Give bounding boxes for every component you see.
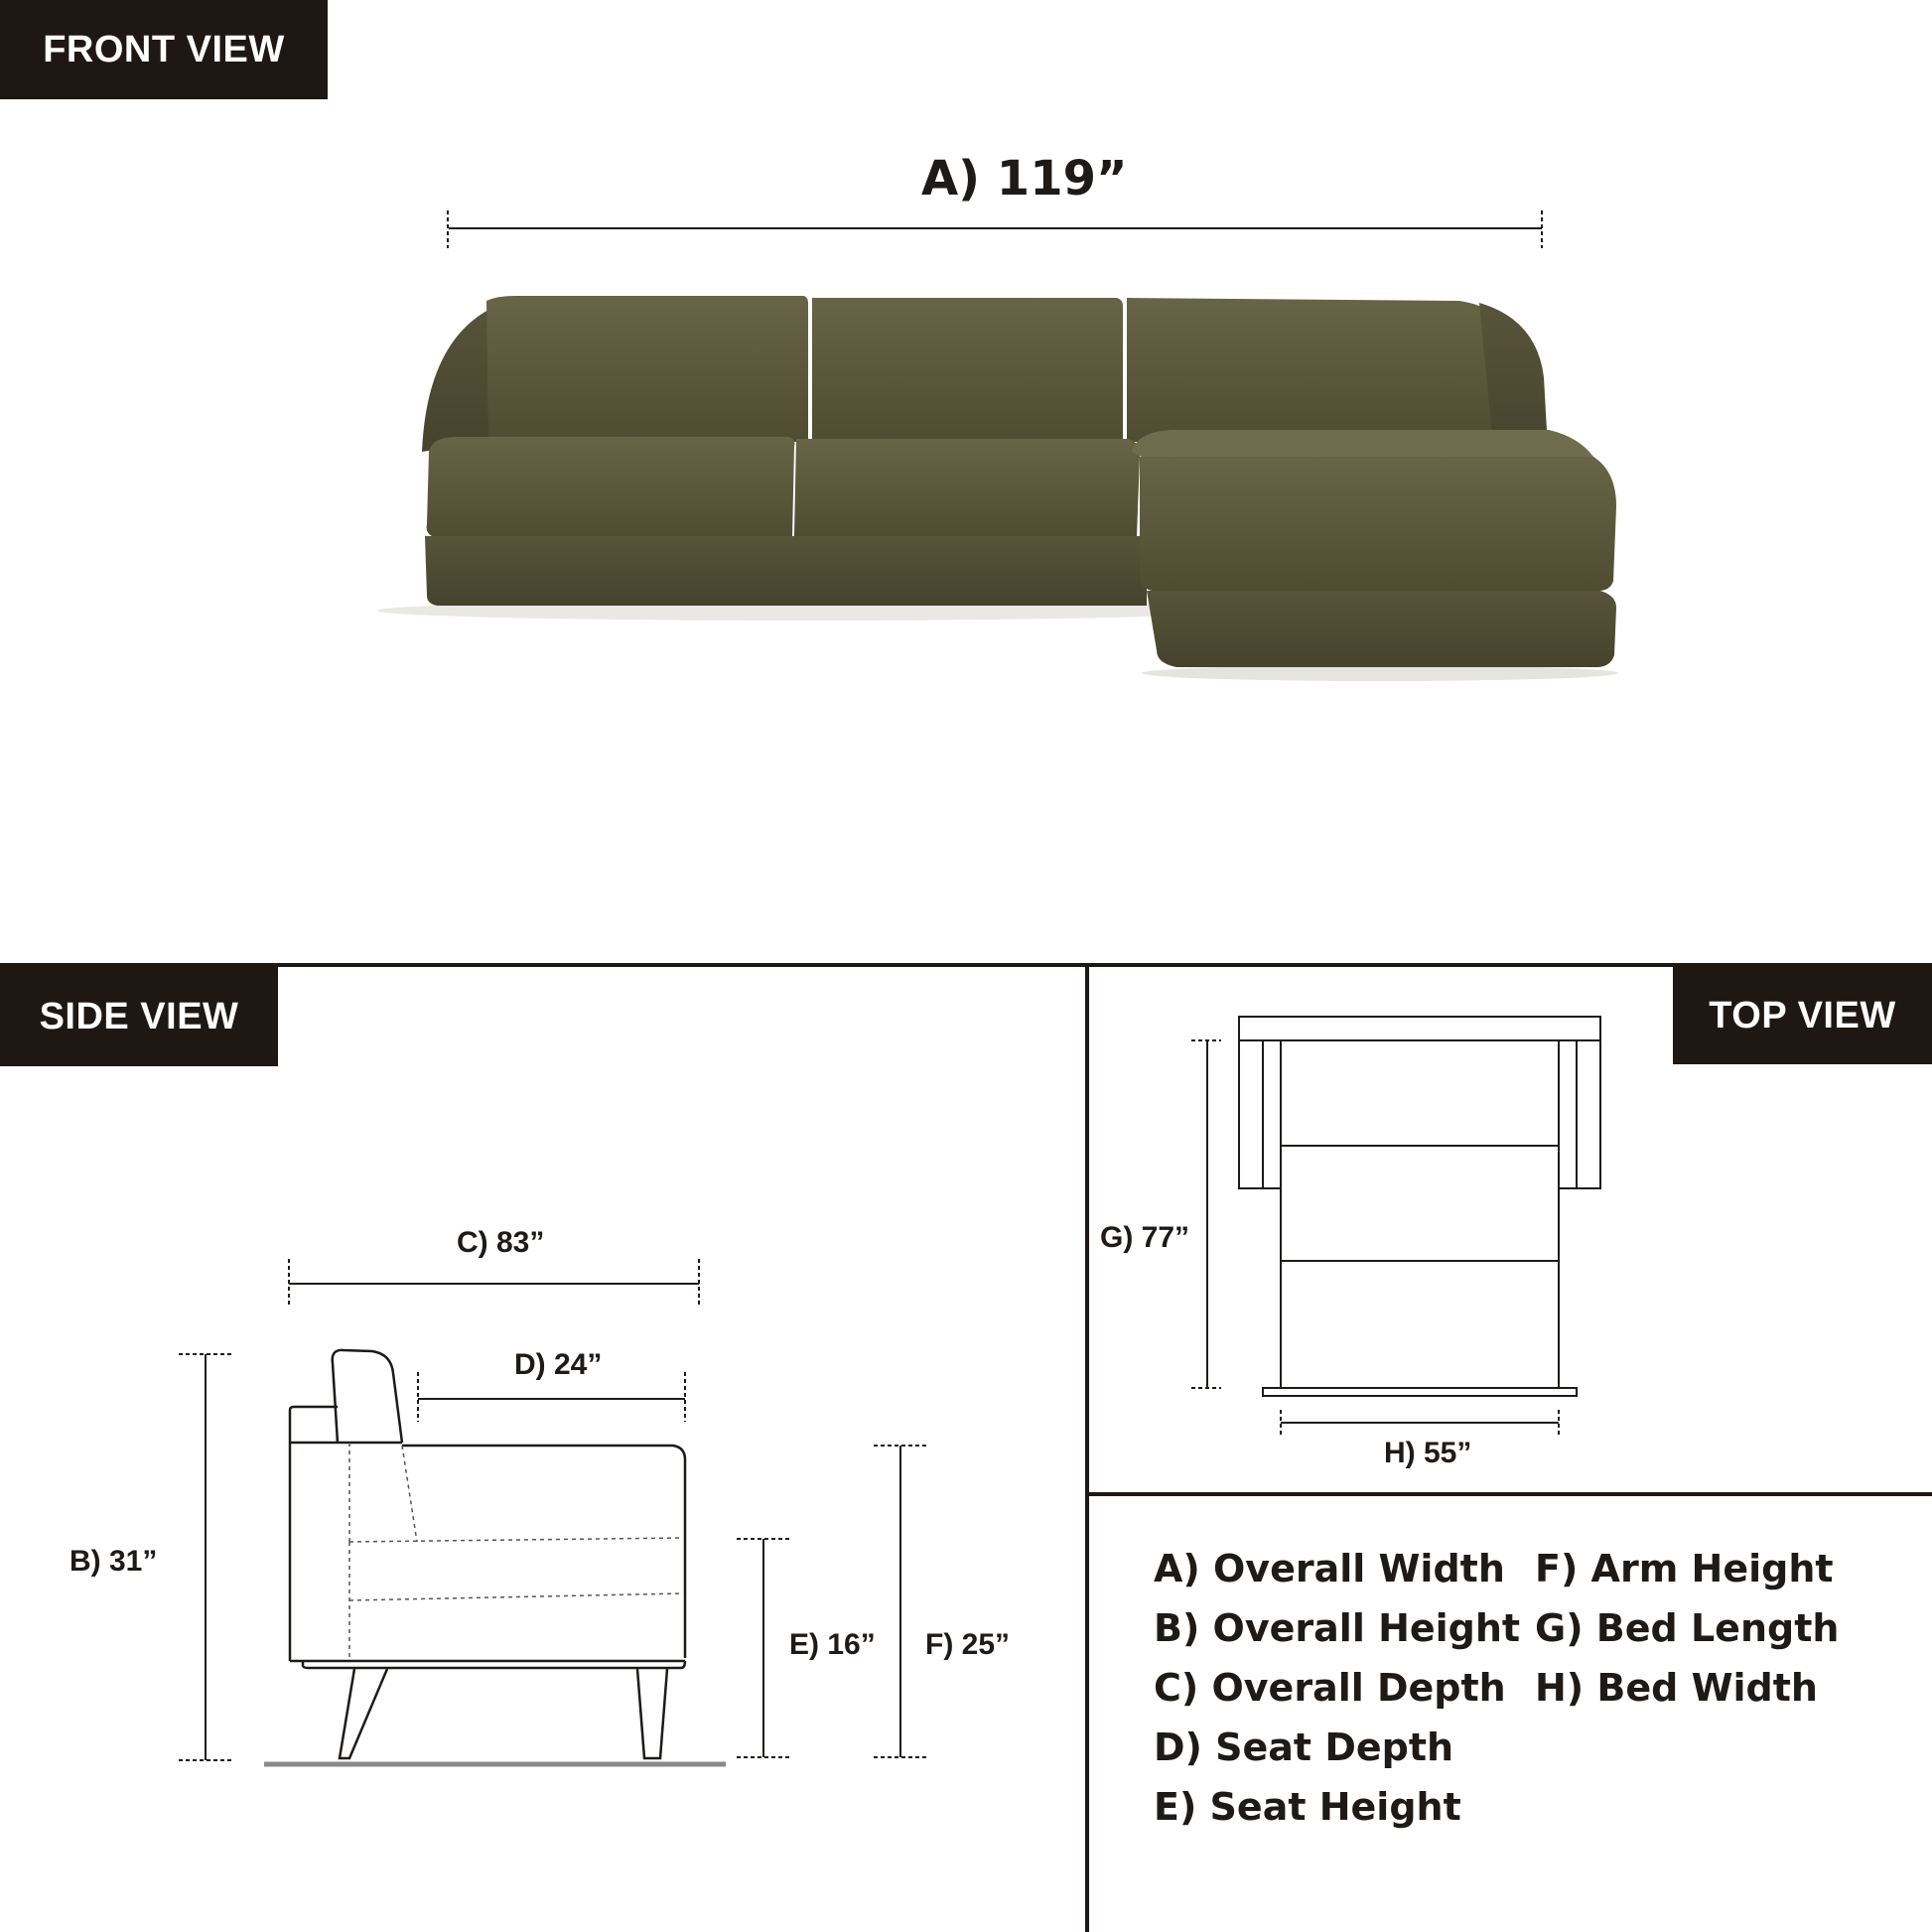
bed-width-dimension-line [1281, 1410, 1559, 1437]
side-view-label: SIDE VIEW [0, 967, 278, 1066]
arm-height-label: F) 25” [925, 1628, 1011, 1661]
legend-item-seat-height: E) Seat Height [1154, 1785, 1461, 1829]
bed-length-label: G) 77” [1100, 1221, 1190, 1254]
bed-length-dimension-line [1191, 1040, 1221, 1388]
overall-height-label: B) 31” [69, 1545, 158, 1578]
legend-item-bed-length: G) Bed Length [1535, 1606, 1840, 1650]
legend-left-column [1154, 1539, 1520, 1837]
legend-item-overall-height: B) Overall Height [1154, 1606, 1521, 1650]
seat-depth-label: D) 24” [514, 1348, 603, 1381]
front-view-label: FRONT VIEW [0, 0, 328, 99]
overall-width-label: A) 119” [921, 151, 1128, 207]
seat-height-label: E) 16” [789, 1628, 876, 1661]
legend-item-overall-depth: C) Overall Depth [1154, 1666, 1506, 1710]
bed-width-label: H) 55” [1384, 1437, 1472, 1469]
legend-item-overall-width: A) Overall Width [1154, 1547, 1505, 1590]
legend-right-column [1535, 1539, 1839, 1718]
bed-outline [1239, 1017, 1600, 1396]
overall-depth-label: C) 83” [457, 1226, 545, 1259]
legend-item-seat-depth: D) Seat Depth [1154, 1725, 1454, 1769]
legend-item-arm-height: F) Arm Height [1535, 1547, 1834, 1590]
legend-item-bed-width: H) Bed Width [1535, 1666, 1818, 1710]
top-view-label: TOP VIEW [1673, 967, 1932, 1064]
